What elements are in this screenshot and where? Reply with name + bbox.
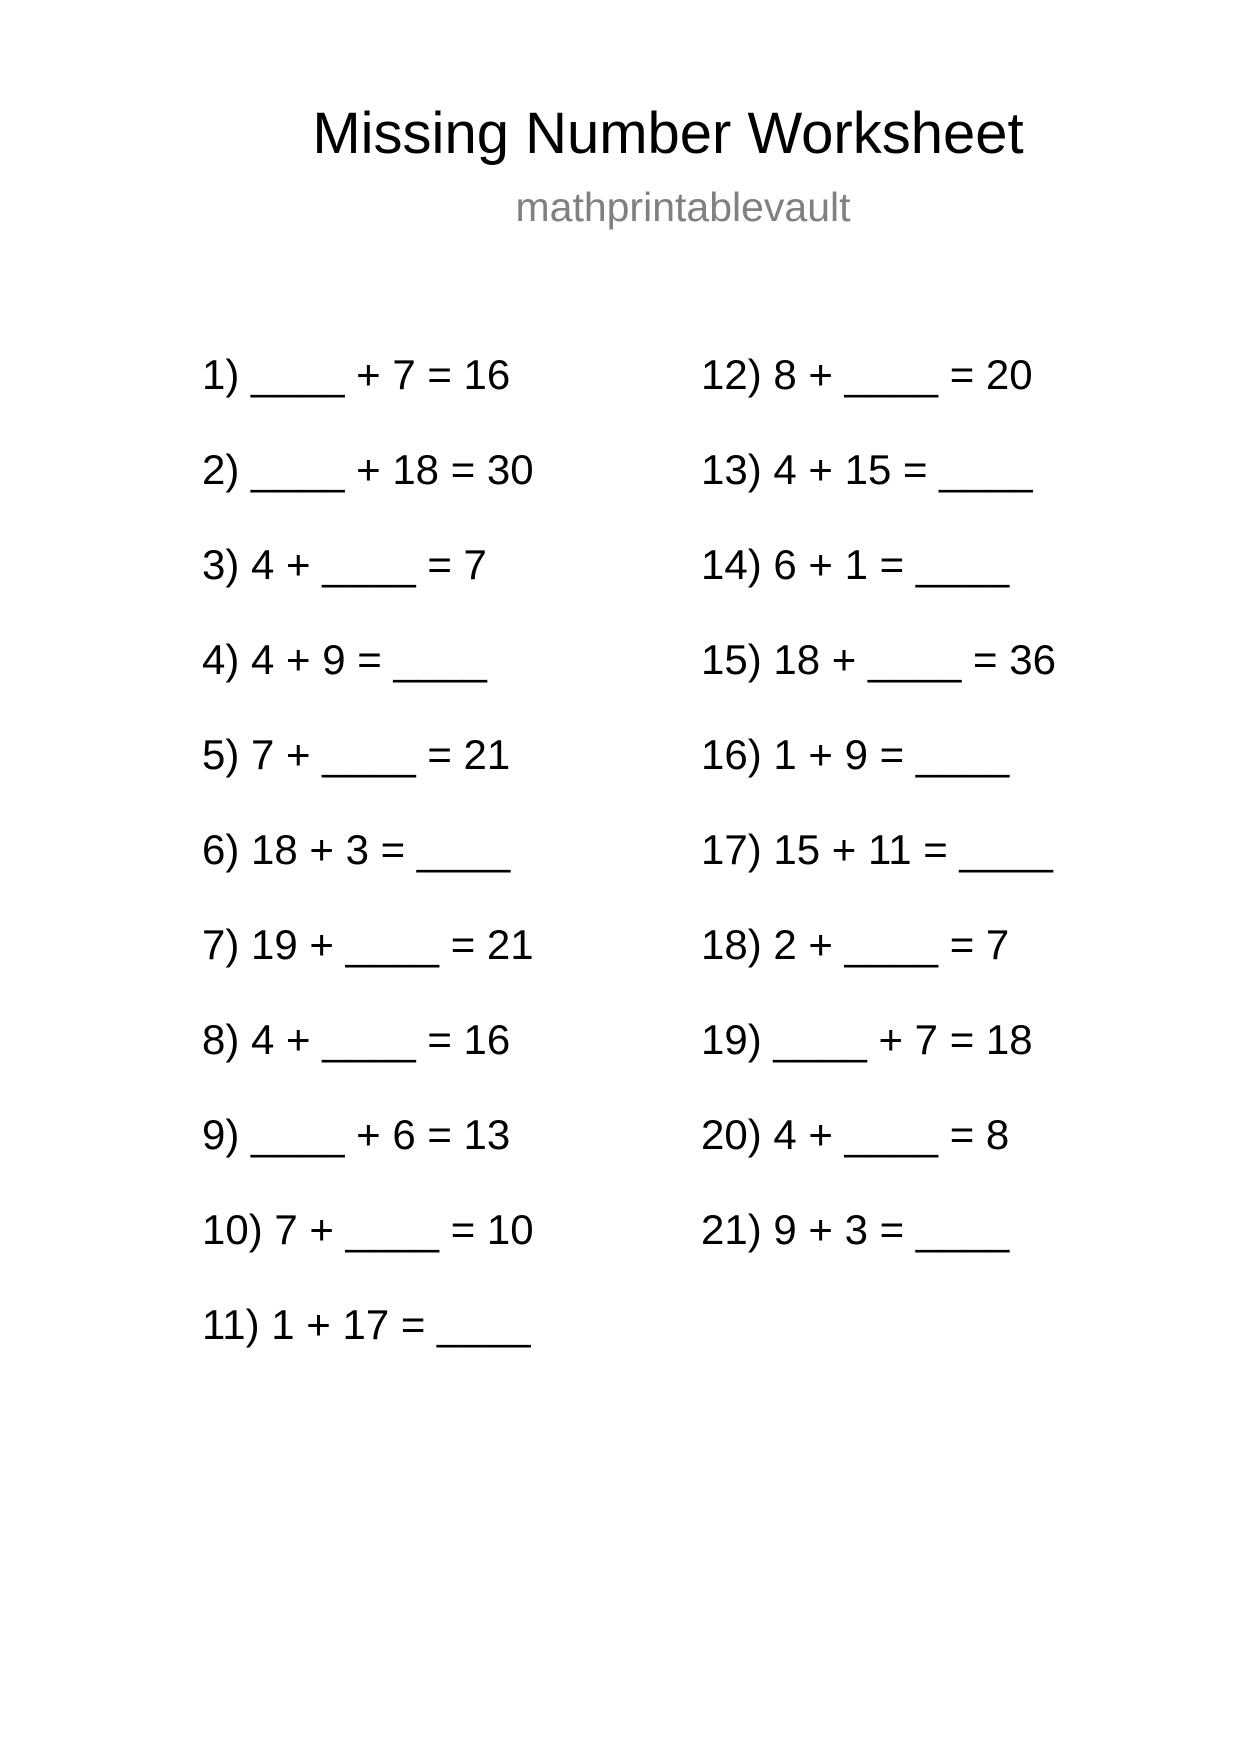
problem-15: 15) 18 + ____ = 36 [701,636,1056,683]
problem-21: 21) 9 + 3 = ____ [701,1206,1010,1253]
problem-6: 6) 18 + 3 = ____ [202,826,511,873]
problem-10: 10) 7 + ____ = 10 [202,1206,534,1253]
problem-4: 4) 4 + 9 = ____ [202,636,487,683]
problem-7: 7) 19 + ____ = 21 [202,921,534,968]
problem-11: 11) 1 + 17 = ____ [202,1301,531,1348]
problem-5: 5) 7 + ____ = 21 [202,731,511,778]
problem-1: 1) ____ + 7 = 16 [202,351,511,398]
problem-12: 12) 8 + ____ = 20 [701,351,1033,398]
worksheet-subtitle: mathprintablevault [515,184,851,230]
problem-list-right [701,348,1056,1298]
problem-3: 3) 4 + ____ = 7 [202,541,487,588]
problem-13: 13) 4 + 15 = ____ [701,446,1033,493]
problem-list-left [202,348,534,1393]
worksheet-title: Missing Number Worksheet [312,101,1024,166]
problem-8: 8) 4 + ____ = 16 [202,1016,511,1063]
problem-2: 2) ____ + 18 = 30 [202,446,534,493]
problem-19: 19) ____ + 7 = 18 [701,1016,1033,1063]
problem-16: 16) 1 + 9 = ____ [701,731,1010,778]
problem-18: 18) 2 + ____ = 7 [701,921,1010,968]
problem-9: 9) ____ + 6 = 13 [202,1111,511,1158]
problem-20: 20) 4 + ____ = 8 [701,1111,1010,1158]
problem-14: 14) 6 + 1 = ____ [701,541,1010,588]
problem-17: 17) 15 + 11 = ____ [701,826,1053,873]
